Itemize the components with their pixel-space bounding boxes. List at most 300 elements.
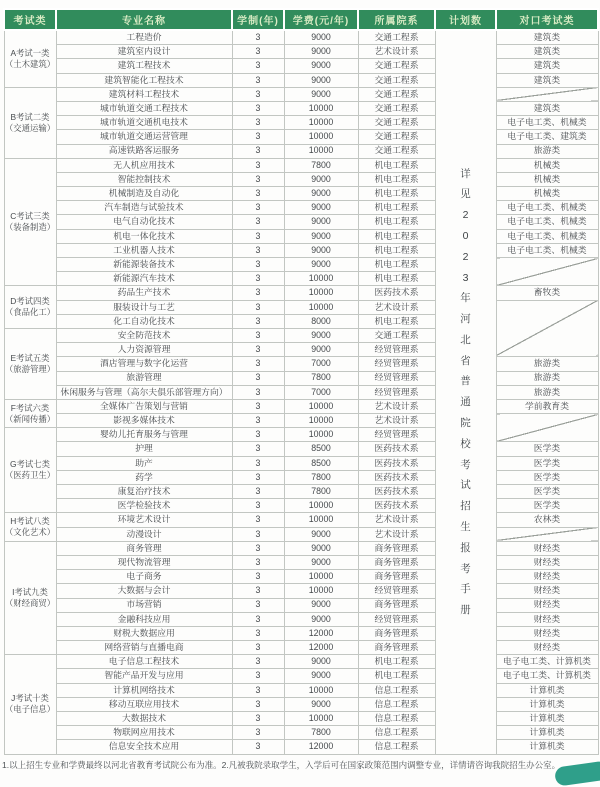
tuition-cell: 7000 — [284, 385, 358, 399]
table-row — [4, 527, 598, 541]
table-row — [4, 357, 598, 371]
department-cell: 信息工程系 — [358, 697, 435, 711]
tuition-cell: 12000 — [284, 740, 358, 754]
major-name-cell: 商务管理 — [56, 541, 232, 555]
column-header-6: 对口考试类 — [496, 9, 598, 30]
department-cell: 交通工程系 — [358, 328, 435, 342]
duration-cell: 3 — [232, 45, 284, 59]
match-category-cell: 财经类 — [496, 626, 598, 640]
major-name-cell: 汽车制造与试验技术 — [56, 201, 232, 215]
department-cell: 交通工程系 — [358, 116, 435, 130]
major-name-cell: 市场营销 — [56, 598, 232, 612]
table-row — [4, 45, 598, 59]
department-cell: 交通工程系 — [358, 73, 435, 87]
tuition-cell: 10000 — [284, 286, 358, 300]
tuition-cell: 10000 — [284, 130, 358, 144]
department-cell: 信息工程系 — [358, 683, 435, 697]
exam-category-label: E考试五类 — [10, 352, 50, 363]
tuition-cell: 10000 — [284, 101, 358, 115]
duration-cell: 3 — [232, 456, 284, 470]
tuition-cell: 10000 — [284, 144, 358, 158]
department-cell: 医药技术系 — [358, 286, 435, 300]
tuition-cell: 8000 — [284, 314, 358, 328]
tuition-cell: 10000 — [284, 300, 358, 314]
tuition-cell: 9000 — [284, 215, 358, 229]
exam-category-subtitle: （交通运输） — [4, 122, 56, 133]
duration-cell: 3 — [232, 527, 284, 541]
exam-category-cell — [4, 428, 56, 513]
match-category-empty-cell — [496, 258, 598, 286]
tuition-cell: 9000 — [284, 229, 358, 243]
duration-cell: 3 — [232, 470, 284, 484]
duration-cell: 3 — [232, 130, 284, 144]
exam-category-cell — [4, 399, 56, 427]
department-cell: 商务管理系 — [358, 555, 435, 569]
duration-cell: 3 — [232, 187, 284, 201]
duration-cell: 3 — [232, 201, 284, 215]
duration-cell: 3 — [232, 314, 284, 328]
major-name-cell: 新能源装备技术 — [56, 258, 232, 272]
table-row — [4, 414, 598, 428]
match-category-cell: 财经类 — [496, 641, 598, 655]
major-name-cell: 服装设计与工艺 — [56, 300, 232, 314]
department-cell: 信息工程系 — [358, 740, 435, 754]
match-category-cell: 财经类 — [496, 584, 598, 598]
duration-cell: 3 — [232, 485, 284, 499]
exam-category-label: F考试六类 — [10, 402, 50, 413]
duration-cell: 3 — [232, 371, 284, 385]
table-row — [4, 87, 598, 101]
footnote-text: 1.以上招生专业和学费最终以河北省教育考试院公布为准。2.凡被我院录取学生，入学后可在国家政策范围内调整专业，详情请咨询我院招生办公室。 — [2, 760, 561, 770]
exam-category-cell — [4, 286, 56, 329]
table-row — [4, 456, 598, 470]
match-category-cell: 财经类 — [496, 555, 598, 569]
duration-cell: 3 — [232, 541, 284, 555]
tuition-cell: 9000 — [284, 328, 358, 342]
tuition-cell: 10000 — [284, 414, 358, 428]
major-name-cell: 电子信息工程技术 — [56, 655, 232, 669]
tuition-cell: 10000 — [284, 272, 358, 286]
match-category-cell: 建筑类 — [496, 101, 598, 115]
major-name-cell: 新能源汽车技术 — [56, 272, 232, 286]
table-row — [4, 555, 598, 569]
duration-cell: 3 — [232, 626, 284, 640]
major-name-cell: 护理 — [56, 442, 232, 456]
major-name-cell: 城市轨道交通机电技术 — [56, 116, 232, 130]
table-row — [4, 130, 598, 144]
duration-cell: 3 — [232, 712, 284, 726]
department-cell: 医药技术系 — [358, 485, 435, 499]
department-cell: 交通工程系 — [358, 130, 435, 144]
department-cell: 信息工程系 — [358, 712, 435, 726]
tuition-cell: 8500 — [284, 442, 358, 456]
major-name-cell: 高速铁路客运服务 — [56, 144, 232, 158]
department-cell: 机电工程系 — [358, 655, 435, 669]
duration-cell: 3 — [232, 87, 284, 101]
exam-category-subtitle: （装备制造） — [4, 222, 56, 233]
tuition-cell: 10000 — [284, 399, 358, 413]
duration-cell: 3 — [232, 385, 284, 399]
major-name-cell: 移动互联应用技术 — [56, 697, 232, 711]
match-category-cell: 畜牧类 — [496, 286, 598, 300]
match-category-cell: 医学类 — [496, 485, 598, 499]
duration-cell: 3 — [232, 428, 284, 442]
table-row — [4, 570, 598, 584]
exam-category-cell — [4, 655, 56, 754]
exam-category-label: H考试八类 — [10, 516, 50, 527]
exam-category-label: B考试二类 — [10, 111, 50, 122]
match-category-cell: 财经类 — [496, 541, 598, 555]
duration-cell: 3 — [232, 258, 284, 272]
major-name-cell: 休闲服务与管理（高尔夫俱乐部管理方向） — [56, 385, 232, 399]
department-cell: 机电工程系 — [358, 272, 435, 286]
department-cell: 机电工程系 — [358, 187, 435, 201]
tuition-cell: 9000 — [284, 669, 358, 683]
column-header-1: 专业名称 — [56, 9, 232, 30]
major-name-cell: 药品生产技术 — [56, 286, 232, 300]
match-category-cell: 旅游类 — [496, 371, 598, 385]
table-row — [4, 300, 598, 314]
table-row — [4, 371, 598, 385]
duration-cell: 3 — [232, 669, 284, 683]
major-name-cell: 影视多媒体技术 — [56, 414, 232, 428]
column-header-2: 学制(年) — [232, 9, 284, 30]
table-row — [4, 215, 598, 229]
duration-cell: 3 — [232, 101, 284, 115]
duration-cell: 3 — [232, 272, 284, 286]
major-name-cell: 医学检验技术 — [56, 499, 232, 513]
tuition-cell: 10000 — [284, 584, 358, 598]
table-row — [4, 485, 598, 499]
table-row — [4, 243, 598, 257]
match-category-cell: 建筑类 — [496, 59, 598, 73]
major-name-cell: 电气自动化技术 — [56, 215, 232, 229]
match-category-cell: 旅游类 — [496, 357, 598, 371]
department-cell: 艺术设计系 — [358, 45, 435, 59]
match-category-cell: 计算机类 — [496, 726, 598, 740]
tuition-cell: 10000 — [284, 683, 358, 697]
department-cell: 交通工程系 — [358, 101, 435, 115]
exam-category-label: J考试十类 — [11, 693, 49, 704]
duration-cell: 3 — [232, 328, 284, 342]
table-row — [4, 470, 598, 484]
major-name-cell: 动漫设计 — [56, 527, 232, 541]
major-name-cell: 人力资源管理 — [56, 343, 232, 357]
tuition-cell: 10000 — [284, 712, 358, 726]
table-row — [4, 697, 598, 711]
tuition-cell: 9000 — [284, 527, 358, 541]
major-name-cell: 建筑室内设计 — [56, 45, 232, 59]
plan-count-cell — [435, 30, 496, 754]
department-cell: 经贸管理系 — [358, 428, 435, 442]
match-category-cell: 电子电工类、机械类 — [496, 229, 598, 243]
major-name-cell: 信息安全技术应用 — [56, 740, 232, 754]
department-cell: 机电工程系 — [358, 258, 435, 272]
department-cell: 机电工程系 — [358, 172, 435, 186]
match-category-cell: 机械类 — [496, 158, 598, 172]
duration-cell: 3 — [232, 300, 284, 314]
exam-category-subtitle: （旅游管理） — [4, 363, 56, 374]
department-cell: 交通工程系 — [358, 30, 435, 45]
match-category-cell: 电子电工类、机械类 — [496, 215, 598, 229]
match-category-empty-cell — [496, 527, 598, 541]
match-category-cell: 机械类 — [496, 187, 598, 201]
match-category-cell: 电子电工类、机械类 — [496, 116, 598, 130]
exam-category-subtitle: （食品化工） — [4, 307, 56, 318]
table-row — [4, 116, 598, 130]
table-row — [4, 641, 598, 655]
department-cell: 机电工程系 — [358, 201, 435, 215]
match-category-cell: 计算机类 — [496, 697, 598, 711]
duration-cell: 3 — [232, 286, 284, 300]
table-row — [4, 712, 598, 726]
duration-cell: 3 — [232, 726, 284, 740]
tuition-cell: 12000 — [284, 641, 358, 655]
exam-category-subtitle: （文化艺术） — [4, 527, 56, 538]
tuition-cell: 9000 — [284, 73, 358, 87]
department-cell: 商务管理系 — [358, 641, 435, 655]
tuition-cell: 9000 — [284, 187, 358, 201]
duration-cell: 3 — [232, 683, 284, 697]
match-category-cell: 计算机类 — [496, 712, 598, 726]
department-cell: 交通工程系 — [358, 87, 435, 101]
tuition-cell: 10000 — [284, 116, 358, 130]
duration-cell: 3 — [232, 158, 284, 172]
table-row — [4, 740, 598, 754]
department-cell: 艺术设计系 — [358, 513, 435, 527]
department-cell: 商务管理系 — [358, 570, 435, 584]
duration-cell: 3 — [232, 30, 284, 45]
department-cell: 商务管理系 — [358, 598, 435, 612]
table-row — [4, 499, 598, 513]
tuition-cell: 9000 — [284, 59, 358, 73]
table-row — [4, 683, 598, 697]
major-name-cell: 无人机应用技术 — [56, 158, 232, 172]
department-cell: 机电工程系 — [358, 215, 435, 229]
tuition-cell: 10000 — [284, 570, 358, 584]
tuition-cell: 9000 — [284, 87, 358, 101]
major-name-cell: 现代物流管理 — [56, 555, 232, 569]
department-cell: 机电工程系 — [358, 229, 435, 243]
major-name-cell: 机械制造及自动化 — [56, 187, 232, 201]
match-category-cell: 建筑类 — [496, 30, 598, 45]
tuition-cell: 10000 — [284, 428, 358, 442]
match-category-cell: 电子电工类、机械类 — [496, 243, 598, 257]
duration-cell: 3 — [232, 740, 284, 754]
department-cell: 经贸管理系 — [358, 343, 435, 357]
duration-cell: 3 — [232, 215, 284, 229]
department-cell: 经贸管理系 — [358, 371, 435, 385]
duration-cell: 3 — [232, 172, 284, 186]
tuition-cell: 9000 — [284, 201, 358, 215]
tuition-cell: 9000 — [284, 697, 358, 711]
duration-cell: 3 — [232, 343, 284, 357]
table-row — [4, 669, 598, 683]
table-row — [4, 598, 598, 612]
duration-cell: 3 — [232, 414, 284, 428]
major-name-cell: 建筑智能化工程技术 — [56, 73, 232, 87]
match-category-empty-cell — [496, 300, 598, 357]
exam-category-subtitle: （电子信息） — [4, 704, 56, 715]
duration-cell: 3 — [232, 655, 284, 669]
department-cell: 交通工程系 — [358, 59, 435, 73]
table-row — [4, 385, 598, 399]
duration-cell: 3 — [232, 570, 284, 584]
exam-category-cell — [4, 541, 56, 655]
tuition-cell: 9000 — [284, 555, 358, 569]
match-category-cell: 医学类 — [496, 499, 598, 513]
department-cell: 机电工程系 — [358, 314, 435, 328]
table-row — [4, 286, 598, 300]
column-header-3: 学费(元/年) — [284, 9, 358, 30]
department-cell: 商务管理系 — [358, 626, 435, 640]
tuition-cell: 7800 — [284, 158, 358, 172]
major-name-cell: 大数据与会计 — [56, 584, 232, 598]
department-cell: 机电工程系 — [358, 669, 435, 683]
match-category-empty-cell — [496, 414, 598, 442]
major-name-cell: 网络营销与直播电商 — [56, 641, 232, 655]
tuition-cell: 7800 — [284, 485, 358, 499]
exam-category-cell — [4, 30, 56, 87]
table-row — [4, 655, 598, 669]
major-name-cell: 旅游管理 — [56, 371, 232, 385]
match-category-cell: 财经类 — [496, 598, 598, 612]
tuition-cell: 9000 — [284, 541, 358, 555]
major-name-cell: 大数据技术 — [56, 712, 232, 726]
table-row — [4, 101, 598, 115]
tuition-cell: 9000 — [284, 30, 358, 45]
table-row — [4, 187, 598, 201]
department-cell: 经贸管理系 — [358, 357, 435, 371]
duration-cell: 3 — [232, 513, 284, 527]
department-cell: 医药技术系 — [358, 470, 435, 484]
major-name-cell: 工业机器人技术 — [56, 243, 232, 257]
duration-cell: 3 — [232, 499, 284, 513]
duration-cell: 3 — [232, 584, 284, 598]
department-cell: 艺术设计系 — [358, 300, 435, 314]
major-name-cell: 城市轨道交通运营管理 — [56, 130, 232, 144]
duration-cell: 3 — [232, 144, 284, 158]
table-row — [4, 258, 598, 272]
table-row — [4, 626, 598, 640]
major-name-cell: 环境艺术设计 — [56, 513, 232, 527]
table-row — [4, 726, 598, 740]
duration-cell: 3 — [232, 229, 284, 243]
match-category-cell: 建筑类 — [496, 45, 598, 59]
match-category-cell: 财经类 — [496, 612, 598, 626]
major-name-cell: 计算机网络技术 — [56, 683, 232, 697]
tuition-cell: 7800 — [284, 470, 358, 484]
major-name-cell: 智能控制技术 — [56, 172, 232, 186]
admissions-table — [3, 8, 599, 755]
table-row — [4, 30, 598, 45]
column-header-0: 考试类 — [4, 9, 56, 30]
table-row — [4, 172, 598, 186]
department-cell: 医药技术系 — [358, 456, 435, 470]
duration-cell: 3 — [232, 442, 284, 456]
exam-category-label: C考试三类 — [10, 211, 50, 222]
major-name-cell: 助产 — [56, 456, 232, 470]
match-category-cell: 财经类 — [496, 570, 598, 584]
match-category-cell: 学前教育类 — [496, 399, 598, 413]
match-category-cell: 农林类 — [496, 513, 598, 527]
exam-category-label: A考试一类 — [10, 47, 50, 58]
major-name-cell: 婴幼儿托育服务与管理 — [56, 428, 232, 442]
match-category-cell: 医学类 — [496, 456, 598, 470]
plan-note-vertical: 详 见 2 0 2 3 年 河 北 省 普 通 院 校 考 试 招 生 报 考 手 册 — [460, 167, 471, 617]
duration-cell: 3 — [232, 357, 284, 371]
department-cell: 艺术设计系 — [358, 414, 435, 428]
major-name-cell: 康复治疗技术 — [56, 485, 232, 499]
table-row — [4, 59, 598, 73]
major-name-cell: 机电一体化技术 — [56, 229, 232, 243]
major-name-cell: 全媒体广告策划与营销 — [56, 399, 232, 413]
major-name-cell: 化工自动化技术 — [56, 314, 232, 328]
exam-category-subtitle: （财经商贸） — [4, 598, 56, 608]
column-header-4: 所属院系 — [358, 9, 435, 30]
tuition-cell: 9000 — [284, 598, 358, 612]
match-category-cell: 医学类 — [496, 442, 598, 456]
duration-cell: 3 — [232, 555, 284, 569]
table-row — [4, 73, 598, 87]
department-cell: 医药技术系 — [358, 442, 435, 456]
header-row — [4, 9, 598, 30]
department-cell: 艺术设计系 — [358, 527, 435, 541]
tuition-cell: 9000 — [284, 343, 358, 357]
match-category-cell: 计算机类 — [496, 740, 598, 754]
department-cell: 经贸管理系 — [358, 385, 435, 399]
match-category-cell: 旅游类 — [496, 385, 598, 399]
exam-category-cell — [4, 328, 56, 399]
match-category-cell: 电子电工类、计算机类 — [496, 655, 598, 669]
match-category-empty-cell — [496, 87, 598, 101]
exam-category-label: I考试九类 — [12, 587, 48, 598]
match-category-cell: 机械类 — [496, 172, 598, 186]
duration-cell: 3 — [232, 243, 284, 257]
tuition-cell: 7000 — [284, 357, 358, 371]
major-name-cell: 药学 — [56, 470, 232, 484]
table-row — [4, 201, 598, 215]
major-name-cell: 电子商务 — [56, 570, 232, 584]
admissions-table-wrapper — [3, 8, 597, 755]
duration-cell: 3 — [232, 399, 284, 413]
tuition-cell: 9000 — [284, 258, 358, 272]
match-category-cell: 计算机类 — [496, 683, 598, 697]
table-row — [4, 584, 598, 598]
exam-category-label: D考试四类 — [10, 296, 50, 307]
department-cell: 机电工程系 — [358, 158, 435, 172]
match-category-cell: 医学类 — [496, 470, 598, 484]
table-row — [4, 442, 598, 456]
department-cell: 医药技术系 — [358, 499, 435, 513]
department-cell: 经贸管理系 — [358, 612, 435, 626]
tuition-cell: 12000 — [284, 626, 358, 640]
exam-category-cell — [4, 87, 56, 158]
major-name-cell: 财税大数据应用 — [56, 626, 232, 640]
major-name-cell: 安全防范技术 — [56, 328, 232, 342]
exam-category-cell — [4, 158, 56, 286]
match-category-cell: 电子电工类、计算机类 — [496, 669, 598, 683]
match-category-cell: 建筑类 — [496, 73, 598, 87]
duration-cell: 3 — [232, 612, 284, 626]
tuition-cell: 9000 — [284, 172, 358, 186]
major-name-cell: 建筑材料工程技术 — [56, 87, 232, 101]
tuition-cell: 7800 — [284, 726, 358, 740]
match-category-cell: 电子电工类、建筑类 — [496, 130, 598, 144]
department-cell: 经贸管理系 — [358, 584, 435, 598]
match-category-cell: 旅游类 — [496, 144, 598, 158]
duration-cell: 3 — [232, 598, 284, 612]
